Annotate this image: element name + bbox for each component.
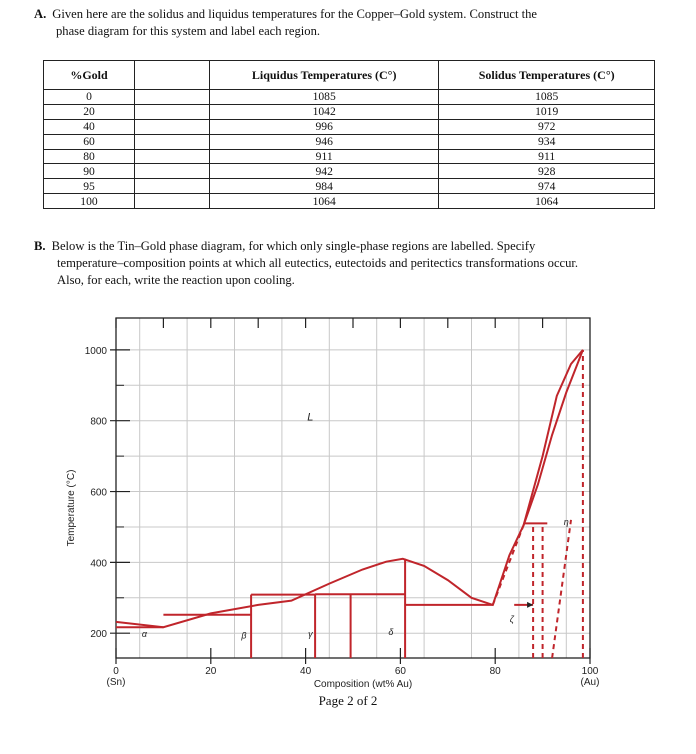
question-a-line2: phase diagram for this system and label each region.	[56, 24, 321, 38]
cell-solidus: 1019	[439, 104, 655, 119]
y-tick-label: 400	[90, 558, 107, 570]
table-row	[44, 194, 655, 209]
cell-spacer	[135, 104, 210, 119]
region-label: ζ	[509, 613, 514, 624]
question-b-line3: Also, for each, write the reaction upon cooling.	[57, 273, 295, 287]
cell-spacer	[135, 149, 210, 164]
cell-liquidus: 1085	[210, 90, 439, 105]
dashed-boundary-line	[552, 520, 571, 658]
table-row	[44, 164, 655, 179]
table-spacer	[135, 61, 210, 90]
y-tick-label: 200	[90, 629, 107, 641]
x-axis-label: Composition (wt% Au)	[313, 679, 413, 690]
cell-spacer	[135, 134, 210, 149]
y-tick-label: 800	[90, 416, 107, 428]
phase-diagram	[0, 300, 696, 695]
cell-liquidus: 946	[210, 134, 439, 149]
table-row	[44, 179, 655, 194]
cell-gold: 20	[44, 104, 135, 119]
x-tick-label: 80	[489, 666, 501, 677]
cell-solidus: 1064	[439, 194, 655, 209]
region-label: γ	[308, 628, 313, 639]
cell-solidus: 972	[439, 119, 655, 134]
y-tick-label: 1000	[84, 345, 107, 357]
table-row	[44, 90, 655, 105]
x-tick-label: 100	[581, 666, 599, 677]
x-tick-label: 20	[205, 666, 217, 677]
table-header-row	[44, 61, 655, 90]
question-b-label: B.	[34, 239, 46, 253]
cell-liquidus: 984	[210, 179, 439, 194]
table-row	[44, 149, 655, 164]
cell-liquidus: 996	[210, 119, 439, 134]
cell-spacer	[135, 179, 210, 194]
cell-spacer	[135, 194, 210, 209]
cell-gold: 100	[44, 194, 135, 209]
y-tick-label: 600	[90, 487, 107, 499]
table-row	[44, 119, 655, 134]
cell-solidus: 934	[439, 134, 655, 149]
cell-solidus: 911	[439, 149, 655, 164]
cell-gold: 0	[44, 90, 135, 105]
copper-gold-table	[43, 60, 655, 209]
region-label: δ	[388, 626, 394, 637]
question-b-line2: temperature–composition points at which all eutectics, eutectoids and peritectics transformations occur.	[57, 256, 579, 270]
question-a-line1: Given here are the solidus and liquidus temperatures for the Copper–Gold system. Construct the	[52, 7, 537, 21]
cell-spacer	[135, 90, 210, 105]
x-tick-label: 60	[394, 666, 406, 677]
cell-solidus: 1085	[439, 90, 655, 105]
region-label: L	[307, 411, 314, 424]
cell-gold: 95	[44, 179, 135, 194]
x-tick-label: 40	[300, 666, 312, 677]
question-b-line1: Below is the Tin–Gold phase diagram, for which only single-phase regions are labelled. Specify	[51, 239, 536, 253]
x-end-label-sn: (Sn)	[106, 677, 126, 688]
region-label: η	[563, 517, 569, 528]
solidus-line	[524, 350, 583, 528]
header-liquidus: Liquidus Temperatures (C°)	[210, 61, 439, 90]
cell-gold: 60	[44, 134, 135, 149]
header-solidus: Solidus Temperatures (C°)	[439, 61, 655, 90]
question-b	[34, 238, 664, 289]
cell-spacer	[135, 164, 210, 179]
header-gold: %Gold	[44, 61, 135, 90]
y-axis-label: Temperature (°C)	[66, 469, 77, 547]
table-row	[44, 134, 655, 149]
page-number: Page 2 of 2	[318, 693, 378, 708]
cell-solidus: 928	[439, 164, 655, 179]
liquidus-line	[116, 350, 583, 627]
cell-liquidus: 1064	[210, 194, 439, 209]
cell-spacer	[135, 119, 210, 134]
cell-gold: 40	[44, 119, 135, 134]
cell-gold: 90	[44, 164, 135, 179]
cell-gold: 80	[44, 149, 135, 164]
cell-liquidus: 1042	[210, 104, 439, 119]
region-label: α	[141, 628, 148, 639]
table-row	[44, 104, 655, 119]
question-a-label: A.	[34, 7, 47, 21]
cell-liquidus: 911	[210, 149, 439, 164]
region-label: β	[241, 630, 247, 641]
cell-liquidus: 942	[210, 164, 439, 179]
cell-solidus: 974	[439, 179, 655, 194]
x-tick-label: 0	[113, 666, 119, 677]
x-end-label-au: (Au)	[580, 677, 600, 688]
question-a	[34, 6, 654, 40]
